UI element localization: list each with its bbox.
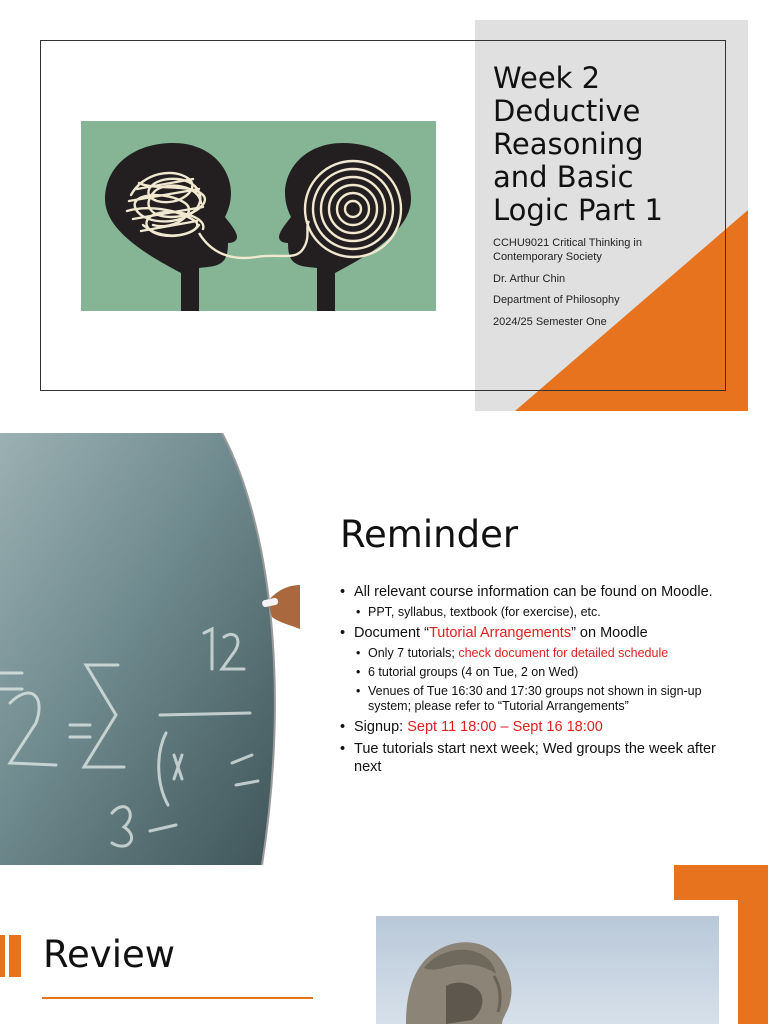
chalkboard-photo bbox=[0, 433, 300, 865]
list-item bbox=[340, 740, 730, 776]
sub-list-item bbox=[356, 605, 730, 620]
lecturer-name: Dr. Arthur Chin bbox=[493, 272, 566, 285]
title-line: Logic Part 1 bbox=[493, 193, 663, 227]
sub-list-item-text: 6 tutorial groups (4 on Tue, 2 on Wed) bbox=[368, 665, 579, 679]
slide-3-title: Review bbox=[43, 933, 176, 976]
sub-list-item-text: Venues of Tue 16:30 and 17:30 groups not shown in sign-up system; please refer to “Tutorial Arrangements” bbox=[368, 684, 702, 713]
title-underline bbox=[42, 997, 313, 999]
slide-3 bbox=[0, 865, 768, 1024]
slide-1-subtitle bbox=[493, 236, 693, 336]
sub-list-item-text: PPT, syllabus, textbook (for exercise), etc. bbox=[368, 605, 601, 619]
sub-list-item bbox=[356, 646, 730, 661]
title-line: and Basic bbox=[493, 160, 634, 194]
accent-bar bbox=[0, 935, 5, 977]
schedule-highlight: check document for detailed schedule bbox=[458, 646, 669, 660]
sub-list-item-text: Only 7 tutorials; bbox=[368, 646, 459, 660]
list-item-text: All relevant course information can be found on Moodle. bbox=[354, 584, 713, 600]
semester-label: 2024/25 Semester One bbox=[493, 315, 607, 328]
sub-list-item bbox=[356, 684, 730, 714]
list-item bbox=[340, 624, 730, 642]
department-name: Department of Philosophy bbox=[493, 294, 620, 306]
heads-illustration bbox=[81, 121, 436, 311]
tutorial-arrangements-highlight: Tutorial Arrangements bbox=[428, 625, 572, 641]
list-item-text: ” on Moodle bbox=[571, 625, 648, 641]
signup-dates-highlight: Sept 11 18:00 – Sept 16 18:00 bbox=[407, 719, 603, 735]
list-item-text: Document “ bbox=[354, 625, 429, 641]
title-line: Reasoning bbox=[493, 127, 644, 161]
slide-1 bbox=[0, 0, 768, 415]
list-item bbox=[340, 718, 730, 736]
list-item bbox=[340, 583, 730, 601]
course-name: CCHU9021 Critical Thinking in Contemporary Society bbox=[493, 237, 642, 263]
slide-2-title: Reminder bbox=[340, 513, 519, 556]
accent-bar bbox=[9, 935, 21, 977]
reminder-list bbox=[340, 583, 730, 780]
statue-photo bbox=[376, 916, 719, 1024]
title-line: Week 2 bbox=[493, 61, 601, 95]
slide-1-title bbox=[493, 62, 733, 227]
list-item-text: Signup: bbox=[354, 719, 408, 735]
list-item-text: Tue tutorials start next week; Wed groups the week after next bbox=[354, 741, 716, 775]
sub-list-item bbox=[356, 665, 730, 680]
title-line: Deductive bbox=[493, 94, 641, 128]
slide-2 bbox=[0, 433, 768, 865]
